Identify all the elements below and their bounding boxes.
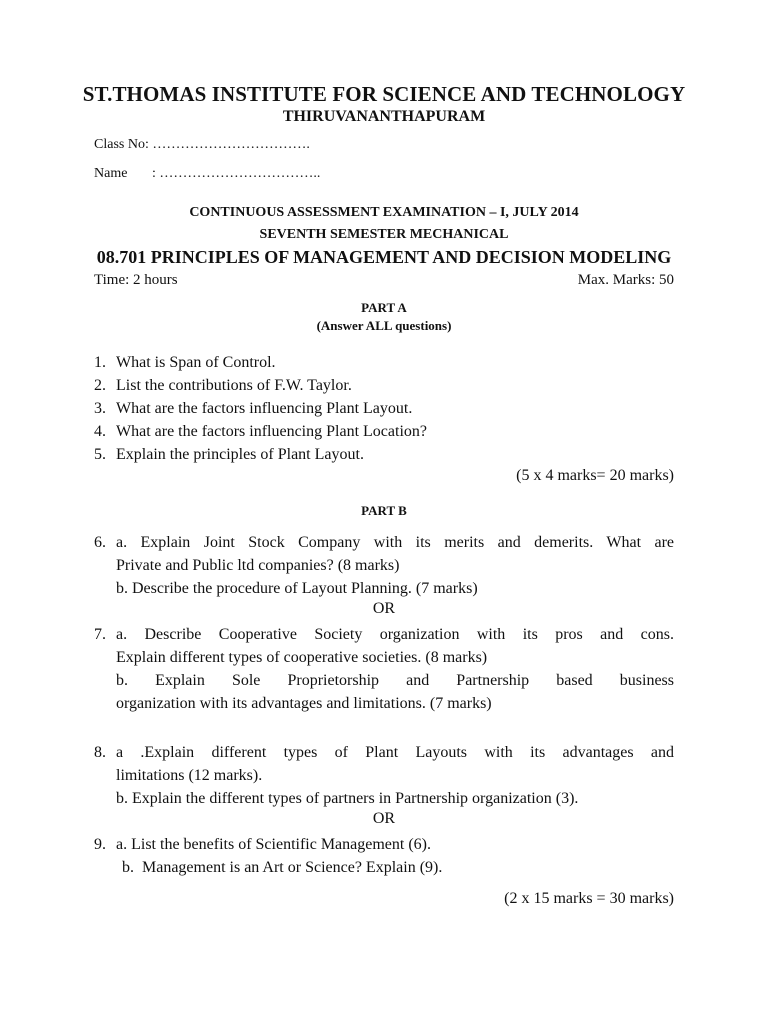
institute-name: ST.THOMAS INSTITUTE FOR SCIENCE AND TECHNOLOGY [82,82,686,106]
part-a-marks: (5 x 4 marks= 20 marks) [516,467,674,484]
part-b-heading: PART B [361,503,407,518]
question-number: 6. [94,534,106,551]
question-text: What are the factors influencing Plant Layout. [116,400,413,417]
exam-title: CONTINUOUS ASSESSMENT EXAMINATION – I, JULY 2014 [189,205,579,220]
question-number: 1. [94,354,106,371]
question-8b: b. Explain the different types of partners in Partnership organization (3). [116,790,579,807]
class-no-field [94,137,310,153]
question-9b [116,856,674,879]
institute-city: THIRUVANANTHAPURAM [282,108,486,125]
question-number: 8. [94,744,106,761]
question-8a-line1: a .Explain different types of Plant Layouts with its advantages and [116,744,674,761]
question-text: What is Span of Control. [116,354,276,371]
question-7b-line1: b. Explain Sole Proprietorship and Partnership based business [116,672,674,689]
class-no-label: Class No: [94,137,149,152]
question-9b-label: b. [122,859,134,876]
question-6a [116,531,674,554]
question-number: 2. [94,377,106,394]
question-7b-line2: organization with its advantages and limitations. (7 marks) [116,695,492,712]
question-7a-line1: a. Describe Cooperative Society organization with its pros and cons. [116,626,674,643]
part-a-instruction: (Answer ALL questions) [316,318,452,333]
question-number: 9. [94,836,106,853]
or-separator: OR [372,810,396,827]
exam-time: Time: 2 hours [94,272,178,288]
question-number: 7. [94,626,106,643]
or-separator: OR [372,600,396,617]
part-b-marks: (2 x 15 marks = 30 marks) [504,890,674,907]
exam-max-marks: Max. Marks: 50 [577,272,674,288]
question-7a-line2: Explain different types of cooperative societies. (8 marks) [116,649,488,666]
question-number: 4. [94,423,106,440]
exam-subject: 08.701 PRINCIPLES OF MANAGEMENT AND DECISION MODELING [96,247,672,267]
question-number: 3. [94,400,106,417]
part-a-heading: PART A [361,300,407,315]
name-blank: : …………………………….. [152,166,321,181]
name-label: Name [94,166,128,181]
question-9a: a. List the benefits of Scientific Management (6). [116,836,432,853]
question-9b-text: Management is an Art or Science? Explain (9). [142,859,443,876]
question-text: What are the factors influencing Plant Location? [116,423,427,440]
name-field [94,166,320,182]
question-6b: b. Describe the procedure of Layout Planning. (7 marks) [116,580,478,597]
question-6a-line1: a. Explain Joint Stock Company with its merits and demerits. What are [116,534,674,551]
exam-semester: SEVENTH SEMESTER MECHANICAL [259,227,509,242]
question-6a-line2: Private and Public ltd companies? (8 marks) [116,557,400,574]
class-no-blank: ……………………………. [152,137,310,152]
question-number: 5. [94,446,106,463]
question-8a-line2: limitations (12 marks). [116,767,263,784]
question-text: List the contributions of F.W. Taylor. [116,377,352,394]
question-text: Explain the principles of Plant Layout. [116,446,364,463]
